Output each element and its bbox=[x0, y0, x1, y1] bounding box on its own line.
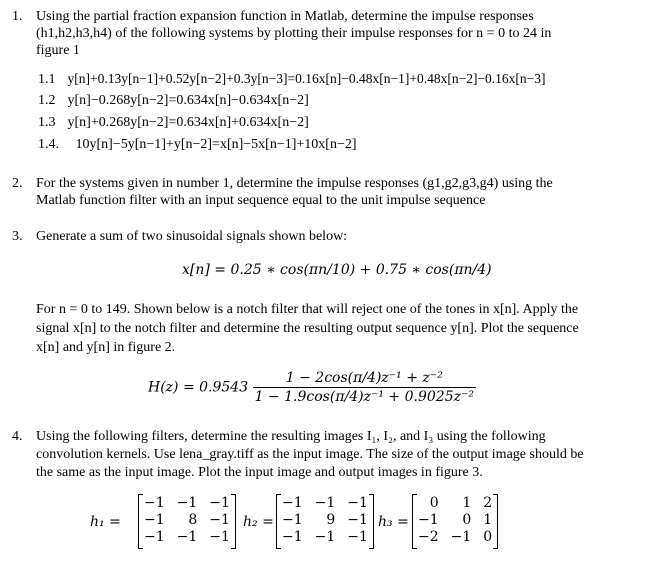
item-4-text-line-3: the same as the input image. Plot the input image and output images in figure 3. bbox=[36, 465, 483, 480]
item-1-text-line-1: Using the partial fraction expansion function in Matlab, determine the impulse responses bbox=[36, 9, 534, 24]
item-3-text-line-1: Generate a sum of two sinusoidal signals shown below: bbox=[36, 229, 348, 244]
h3-cell: 1 bbox=[483, 511, 493, 528]
item-1-text-line-3: figure 1 bbox=[36, 43, 80, 58]
h2-cell: −1 bbox=[282, 528, 303, 545]
item-3-para-line-2: signal x[n] to the notch filter and determine the resulting output sequence y[n]. Plot the sequence bbox=[36, 321, 579, 336]
h1-cell: −1 bbox=[144, 511, 165, 528]
equation-expression: y[n]+0.268y[n−2]=0.634x[n]+0.634x[n−2] bbox=[67, 115, 309, 130]
equation-label: 1.3 bbox=[38, 115, 56, 130]
h3-cell: 2 bbox=[483, 494, 493, 511]
hz-denominator: 1 − 1.9cos(π/4)z⁻¹ + 0.9025z⁻² bbox=[254, 389, 474, 405]
equation-expression: y[n]−0.268y[n−2]=0.634x[n]−0.634x[n−2] bbox=[67, 93, 309, 108]
h2-cell: −1 bbox=[347, 528, 368, 545]
equation-expression: y[n]+0.13y[n−1]+0.52y[n−2]+0.3y[n−3]=0.16x[n]−0.48x[n−1]+0.48x[n−2]−0.16x[n−3] bbox=[67, 71, 546, 86]
h3-cell: −2 bbox=[418, 528, 439, 545]
h2-cell: −1 bbox=[282, 511, 303, 528]
item-2-text-line-1: For the systems given in number 1, determine the impulse responses (g1,g2,g3,g4) using the bbox=[36, 176, 553, 191]
item-2-number: 2. bbox=[12, 176, 23, 191]
h3-cell: 1 bbox=[462, 494, 472, 511]
h3-cell: −1 bbox=[450, 528, 472, 545]
item-2-text-line-2: Matlab function filter with an input sequence equal to the unit impulse sequence bbox=[36, 193, 486, 208]
equation-expression: 10y[n]−5y[n−1]+y[n−2]=x[n]−5x[n−1]+10x[n−2] bbox=[75, 137, 357, 152]
equation-1-1 bbox=[38, 69, 546, 90]
h1-cell: −1 bbox=[209, 528, 230, 545]
h1-cell: 8 bbox=[188, 511, 198, 528]
h1-matrix bbox=[138, 494, 236, 547]
item-4-number: 4. bbox=[12, 429, 23, 444]
item-1-number: 1. bbox=[12, 9, 23, 24]
h1-cell: −1 bbox=[144, 494, 165, 511]
h1-cell: −1 bbox=[209, 511, 230, 528]
equation-1-2 bbox=[38, 91, 309, 111]
hz-numerator: 1 − 2cos(π/4)z⁻¹ + z⁻² bbox=[253, 370, 476, 388]
equation-label: 1.2 bbox=[38, 93, 56, 108]
hz-fraction bbox=[253, 370, 476, 405]
h3-matrix bbox=[412, 494, 498, 547]
h3-cell: 0 bbox=[462, 511, 472, 528]
item-3-number: 3. bbox=[12, 229, 23, 244]
h1-label: h₁ = bbox=[90, 514, 121, 530]
h2-cell: −1 bbox=[282, 494, 303, 511]
h2-matrix bbox=[276, 494, 374, 547]
item-3-para-line-3: x[n] and y[n] in figure 2. bbox=[36, 340, 176, 355]
h3-cell: −1 bbox=[418, 511, 439, 528]
h2-cell: −1 bbox=[347, 511, 368, 528]
h1-cell: −1 bbox=[176, 528, 198, 545]
h2-cell: 9 bbox=[326, 511, 336, 528]
equation-1-4 bbox=[38, 135, 357, 155]
h2-cell: −1 bbox=[347, 494, 368, 511]
equation-1-3 bbox=[38, 113, 309, 133]
h3-label: h₃ = bbox=[378, 514, 409, 530]
equation-label: 1.1 bbox=[38, 72, 56, 87]
equation-label: 1.4. bbox=[38, 137, 59, 152]
item-4-text-line-1: Using the following filters, determine the resulting images I₁, I₂, and I₃ using the following bbox=[36, 429, 546, 444]
item-3-para-line-1: For n = 0 to 149. Shown below is a notch filter that will reject one of the tones in x[n]. Apply the bbox=[36, 302, 579, 317]
h1-cell: −1 bbox=[176, 494, 198, 511]
h1-cell: −1 bbox=[144, 528, 165, 545]
notch-filter-equation bbox=[148, 370, 476, 405]
h1-cell: −1 bbox=[209, 494, 230, 511]
h2-cell: −1 bbox=[314, 494, 336, 511]
h2-cell: −1 bbox=[314, 528, 336, 545]
h3-cell: 0 bbox=[483, 528, 493, 545]
h3-cell: 0 bbox=[429, 494, 439, 511]
hz-lhs: H(z) = 0.9543 bbox=[148, 379, 249, 396]
h2-label: h₂ = bbox=[243, 514, 274, 530]
item-4-text-line-2: convolution kernels. Use lena_gray.tiff as the input image. The size of the output image should be bbox=[36, 447, 584, 462]
item-3-signal-equation: x[n] = 0.25 ∗ cos(πn/10) + 0.75 ∗ cos(πn/4) bbox=[182, 262, 492, 278]
item-1-text-line-2: (h1,h2,h3,h4) of the following systems by plotting their impulse responses for n = 0 to 24 in bbox=[36, 26, 552, 41]
